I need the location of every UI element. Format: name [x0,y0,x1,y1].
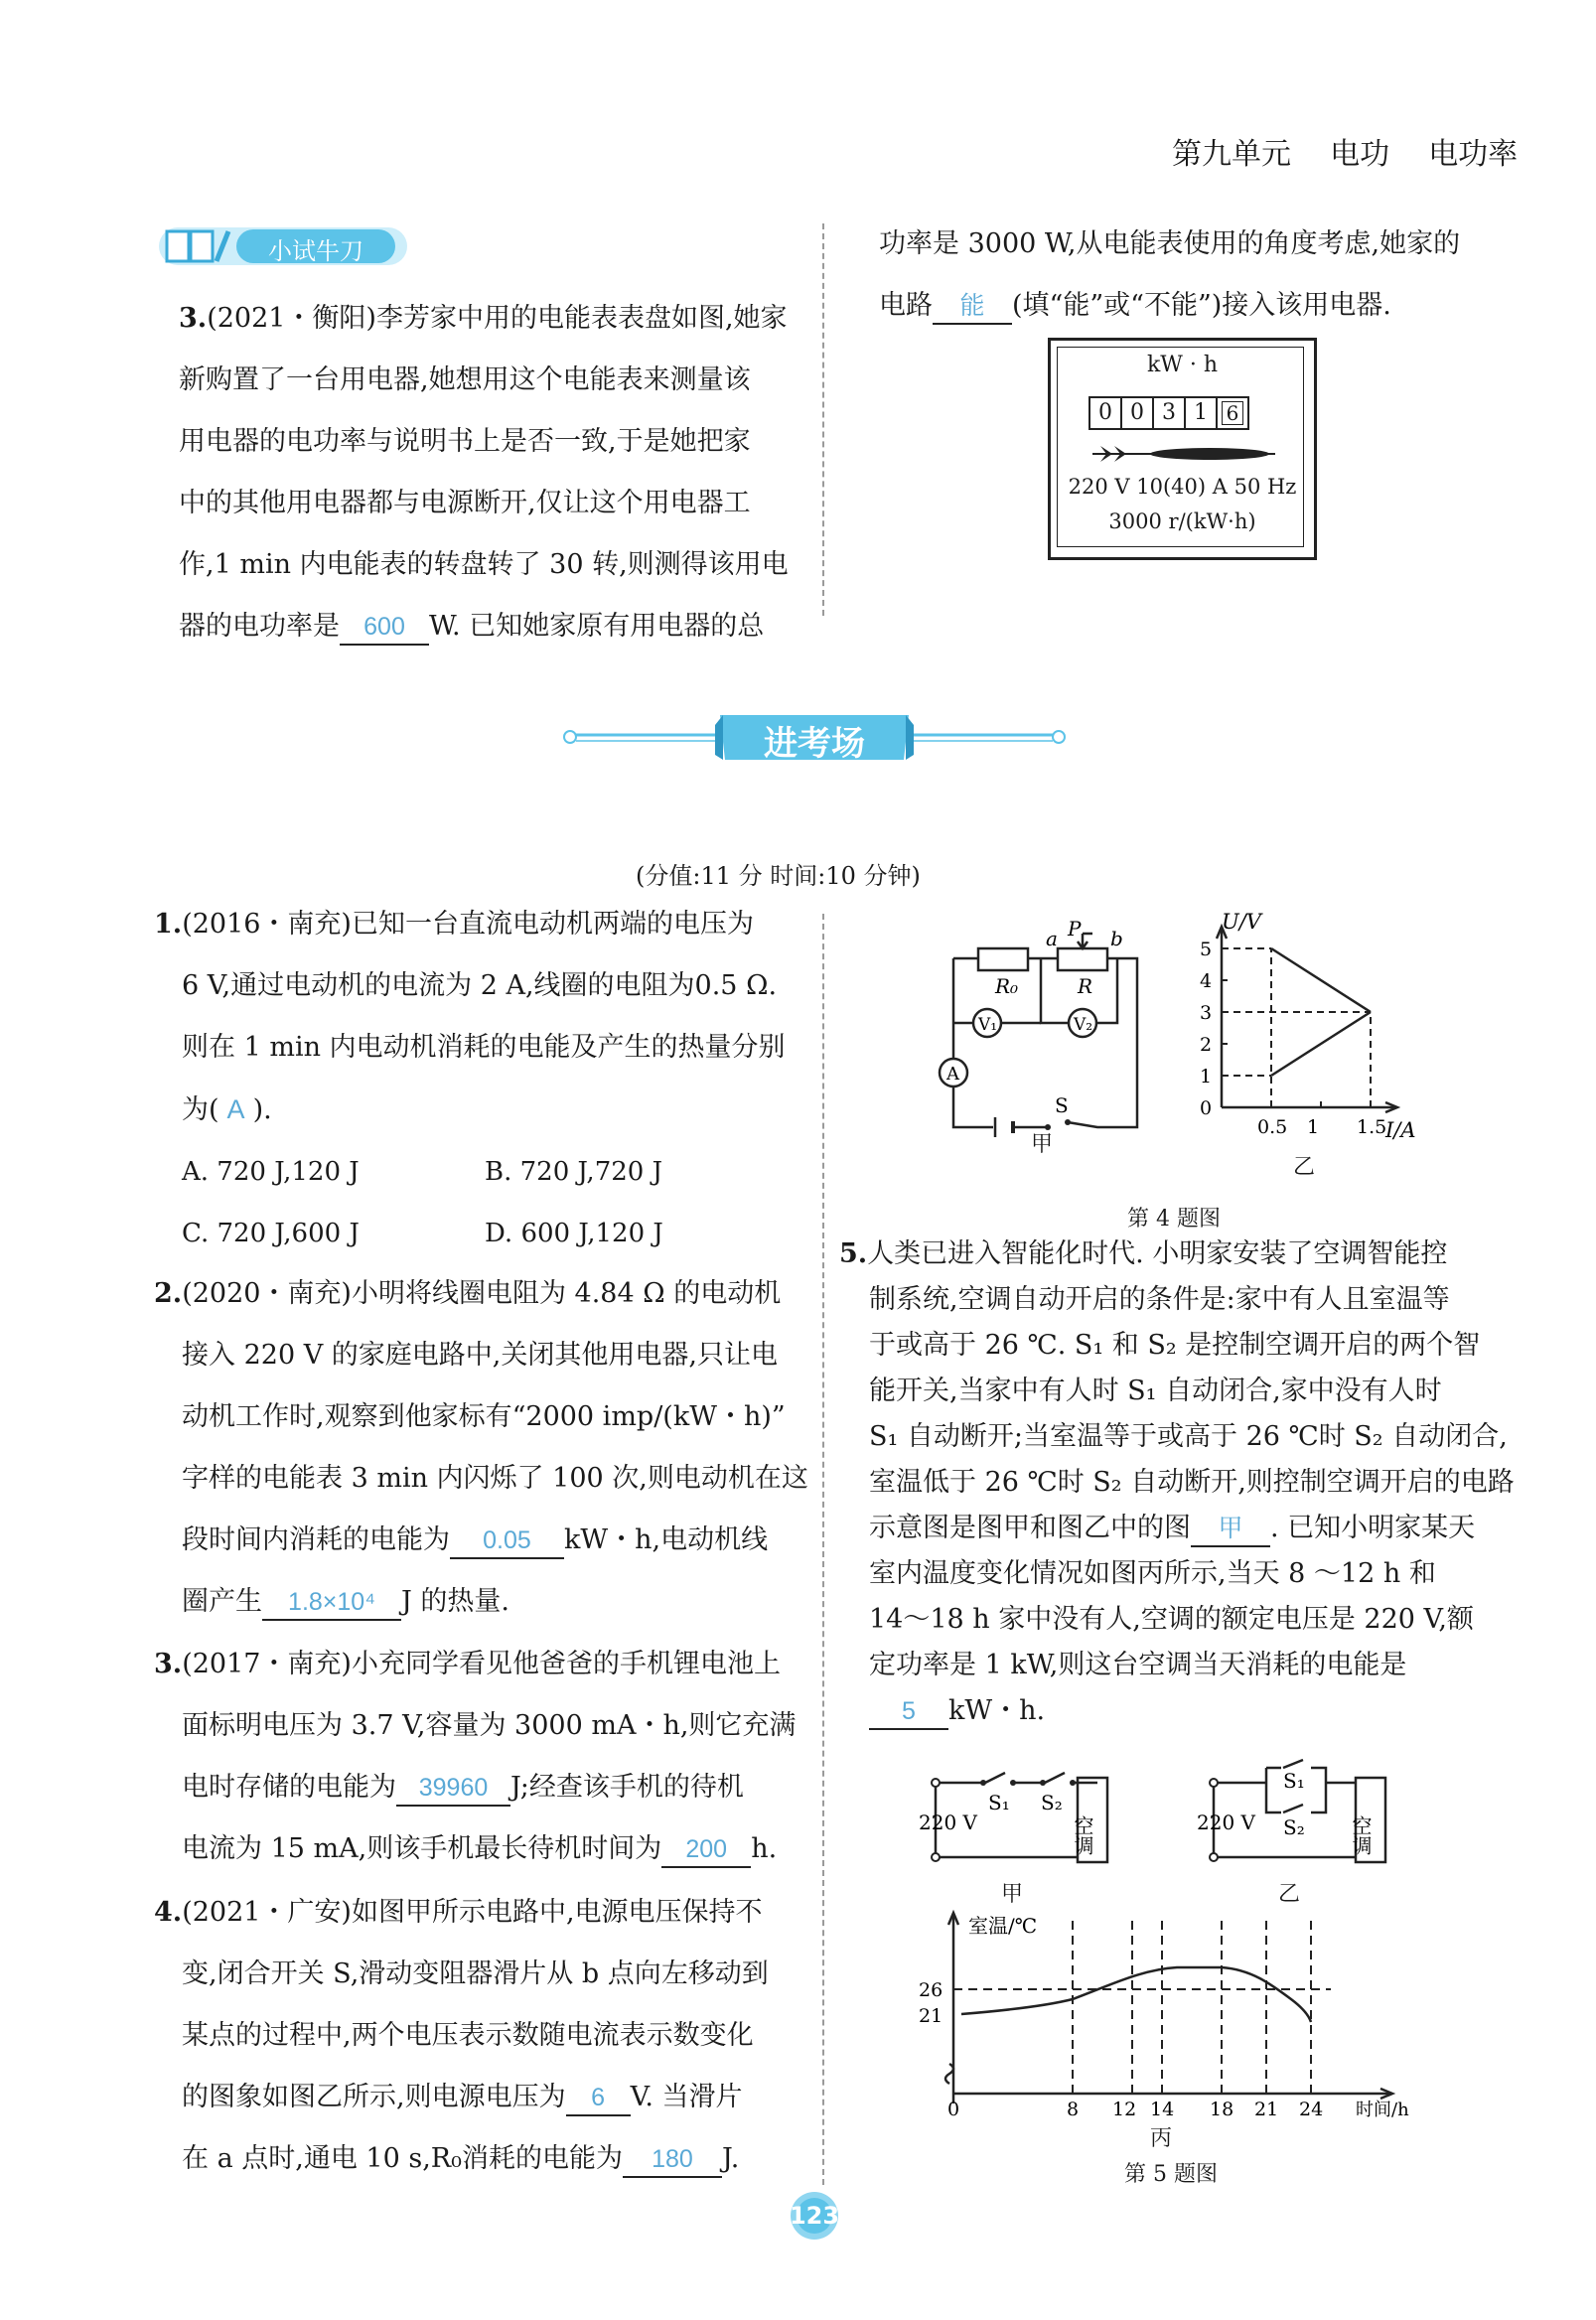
q4-number: 4. [154,1897,183,1928]
q1-line1: (2016・南充)已知一台直流电动机两端的电压为 [182,909,754,940]
q2-line6-pre: 圈产生 [182,1586,262,1617]
fig4-circuit-label: 甲 [1031,1132,1054,1157]
q4-line5-post: J. [721,2143,740,2174]
q4-line2: 变,闭合开关 S,滑动变阻器滑片从 b 点向左移动到 [182,1958,769,1989]
practice-q3-line6-pre: 器的电功率是 [179,611,340,642]
q5-line9: 14～18 h 家中没有人,空调的额定电压是 220 V,额 [869,1604,1474,1635]
q2-line5-post: kW・h,电动机线 [564,1524,769,1555]
fig4-r: R [1078,974,1093,998]
q2-answer1: 0.05 [450,1523,564,1559]
meter-disc-arrow-icon [1090,442,1279,466]
question-2 [154,1263,808,1633]
fig5-jia-label: 甲 [1001,1882,1024,1907]
practice-q3-number: 3. [179,303,208,334]
practice-q3-line4: 中的其他用电器都与电源断开,仅让这个用电器工 [179,488,751,518]
column-divider-top [822,223,824,616]
fig4-y-tick-label: 3 [1200,1002,1213,1024]
q3-line4-post: h. [751,1833,778,1864]
q1-line2: 6 V,通过电动机的电流为 2 A,线圈的电阻为0.5 Ω. [182,970,778,1001]
exam-info: (分值:11 分 时间:10 分钟) [636,862,921,890]
q5-line8: 室内温度变化情况如图丙所示,当天 8 ～12 h 和 [869,1558,1436,1589]
q3-line2: 面标明电压为 3.7 V,容量为 3000 mA・h,则它充满 [182,1710,797,1741]
fig5-yi-s1: S₁ [1283,1769,1305,1793]
practice-q3-r-line1: 功率是 3000 W,从电能表使用的角度考虑,她家的 [879,228,1461,259]
fig4-graph [1182,909,1440,1147]
q2-line2: 接入 220 V 的家庭电路中,关闭其他用电器,只让电 [182,1340,778,1371]
fig5-yi-label: 乙 [1278,1882,1301,1907]
meter-digit: 3 [1154,396,1186,430]
q5-number: 5. [839,1238,868,1269]
fig5-circuit-yi [1192,1758,1410,1877]
fig5-time-tick: 0 [947,2099,960,2118]
fig5-time-tick: 24 [1299,2099,1324,2118]
fig5-jia-s2: S₂ [1041,1791,1063,1814]
q2-number: 2. [154,1278,183,1309]
practice-q3-answer1: 600 [340,610,429,646]
meter-digit: 0 [1122,396,1154,430]
fig4-v2: V₂ [1074,1015,1093,1035]
q2-line3: 动机工作时,观察到他家标有“2000 imp/(kW・h)” [182,1401,786,1432]
q1-answer-post: ). [252,1094,272,1125]
fig4-y-tick-label: 2 [1200,1034,1213,1056]
practice-banner [159,223,407,269]
q2-answer2: 1.8×10⁴ [262,1585,401,1621]
fig5-yi-voltage: 220 V [1197,1811,1255,1834]
exam-banner [556,700,1073,770]
q5-line4: 能开关,当家中有人时 S₁ 自动闭合,家中没有人时 [869,1376,1442,1406]
page-header [1172,129,1518,173]
fig5-temp-tick-21: 21 [919,2005,943,2027]
fig5-time-tick: 8 [1067,2099,1080,2118]
q4-answer1: 6 [566,2081,631,2116]
q5-line11-post: kW・h. [948,1695,1046,1726]
fig5-temp-axis: 室温/℃ [968,1914,1038,1938]
page-number-badge [785,2190,844,2242]
q4-line3: 某点的过程中,两个电压表示数随电流表示数变化 [182,2020,754,2051]
meter-digit: 0 [1088,396,1122,430]
question-4 [154,1882,769,2190]
q3-line1: (2017・南充)小充同学看见他爸爸的手机锂电池上 [182,1649,781,1679]
q5-line3: 于或高于 26 ℃. S₁ 和 S₂ 是控制空调开启的两个智 [869,1330,1481,1361]
practice-q3-line3: 用电器的电功率与说明书上是否一致,于是她把家 [179,426,751,457]
fig5-circuit-jia [914,1758,1132,1877]
fig4-b: b [1110,927,1123,950]
q3-line3-post: J;经查该手机的待机 [510,1772,744,1803]
fig5-time-tick: 14 [1150,2099,1175,2118]
fig4-y-tick-label: 1 [1200,1066,1213,1088]
exam-banner-label: 进考场 [764,724,865,764]
q3-line3-pre: 电时存储的电能为 [182,1772,396,1803]
fig4-circuit [934,914,1162,1152]
question-3 [154,1634,796,1880]
fig4-caption: 第 4 题图 [1127,1207,1221,1232]
q1-option-a: A. 720 J,120 J [182,1157,360,1187]
fig4-y-tick-label: 4 [1200,970,1213,992]
fig4-switch: S [1055,1093,1069,1117]
q5-line7-pre: 示意图是图甲和图乙中的图 [869,1513,1191,1543]
meter-digit: 6 [1222,401,1243,425]
q1-option-b: B. 720 J,720 J [485,1157,663,1187]
q5-line6: 室温低于 26 ℃时 S₂ 自动断开,则控制空调开启的电路 [869,1467,1515,1498]
fig5-time-tick: 18 [1210,2099,1234,2118]
practice-banner-label: 小试牛刀 [268,237,363,265]
practice-q3-r-line2-post: (填“能”或“不能”)接入该用电器. [1012,290,1391,321]
topic-title-2: 电功率 [1428,137,1519,172]
fig4-v1: V₁ [978,1015,998,1035]
q1-option-c: C. 720 J,600 J [182,1219,360,1248]
q3-answer1: 39960 [396,1771,510,1807]
fig4-series-line-v1 [1271,1012,1371,1076]
fig5-time-axis: 时间/h [1356,2100,1409,2118]
practice-q3-answer2: 能 [933,289,1012,325]
fig5-yi-s2: S₂ [1283,1815,1305,1839]
q4-line4-post: V. 当滑片 [630,2082,743,2112]
q1-option-d: D. 600 J,120 J [485,1219,663,1248]
practice-q3-line2: 新购置了一台用电器,她想用这个电能表来测量该 [179,364,751,395]
topic-title-1: 电功 [1330,137,1390,172]
meter-spec-1: 220 V 10(40) A 50 Hz [1068,475,1297,499]
meter-digit-last [1218,396,1249,430]
fig4-graph-label: 乙 [1293,1155,1316,1180]
electric-meter [1048,338,1317,560]
q5-answer1: 甲 [1191,1512,1270,1547]
q1-number: 1. [154,909,183,940]
fig4-p: P [1068,917,1082,941]
question-1 [154,894,786,1264]
practice-q3-line1: (2021・衡阳)李芳家中用的电能表表盘如图,她家 [207,303,788,334]
fig4-ammeter: A [946,1064,959,1085]
q5-line7-post: . 已知小明家某天 [1270,1513,1476,1543]
q2-line1: (2020・南充)小明将线圈电阻为 4.84 Ω 的电动机 [182,1278,782,1309]
q4-line4-pre: 的图象如图乙所示,则电源电压为 [182,2082,566,2112]
fig4-x-tick-label: 1 [1307,1116,1320,1138]
q5-line1: 人类已进入智能化时代. 小明家安装了空调智能控 [867,1238,1448,1269]
practice-q3-line6-post: W. 已知她家原有用电器的总 [429,611,765,642]
fig5-temp-tick-26: 26 [919,1979,943,2001]
fig5-bing-label: 丙 [1150,2126,1173,2151]
fig4-series-line-v2 [1271,948,1371,1012]
question-5 [839,1232,1515,1734]
meter-digit: 1 [1186,396,1218,430]
practice-q3-line5: 作,1 min 内电能表的转盘转了 30 转,则测得该用电 [179,549,789,580]
fig4-y-tick-label: 5 [1200,939,1213,960]
fig4-x-tick-label: 1.5 [1357,1116,1387,1138]
q2-line6-post: J 的热量. [401,1586,509,1617]
q1-line3: 则在 1 min 内电动机消耗的电能及产生的热量分别 [182,1032,786,1063]
page-number: 123 [789,2202,840,2230]
meter-spec-2: 3000 r/(kW·h) [1108,509,1256,533]
q1-answer-pre: 为( [182,1094,219,1125]
q3-line4-pre: 电流为 15 mA,则该手机最长待机时间为 [182,1833,662,1864]
fig4-y-tick-label: 0 [1200,1097,1213,1119]
fig5-yi-ac: 空调 [1349,1815,1373,1855]
meter-unit: kW · h [1146,353,1219,377]
q2-line5-pre: 段时间内消耗的电能为 [182,1524,450,1555]
q4-line1: (2021・广安)如图甲所示电路中,电源电压保持不 [182,1897,763,1928]
practice-q3 [179,288,789,657]
fig5-jia-ac: 空调 [1071,1815,1094,1855]
q5-line10: 定功率是 1 kW,则这台空调当天消耗的电能是 [869,1650,1407,1680]
fig5-jia-s1: S₁ [988,1791,1010,1814]
q5-line5: S₁ 自动断开;当室温等于或高于 26 ℃时 S₂ 自动闭合, [869,1421,1508,1452]
fig4-x-tick-label: 0.5 [1257,1116,1288,1138]
q4-line5-pre: 在 a 点时,通电 10 s,R₀消耗的电能为 [182,2143,623,2174]
practice-q3-r-line2-pre: 电路 [879,290,933,321]
column-divider-bottom [822,914,824,2185]
q3-answer2: 200 [661,1832,751,1868]
q1-answer: A [226,1094,245,1124]
fig4-r0: R₀ [995,974,1019,998]
practice-q3-continued [879,214,1460,337]
q2-line4: 字样的电能表 3 min 内闪烁了 100 次,则电动机在这 [182,1463,808,1494]
q5-answer2: 5 [869,1694,948,1730]
fig5-temp-graph [914,1905,1450,2118]
unit-title: 第九单元 [1172,137,1291,172]
fig4-a: a [1046,927,1058,950]
fig4-x-axis-label: I/A [1385,1118,1416,1142]
fig4-y-axis-label: U/V [1222,910,1261,934]
fig5-time-tick: 12 [1112,2099,1137,2118]
meter-digits [1088,396,1249,430]
q5-line2: 制系统,空调自动开启的条件是:家中有人且室温等 [869,1284,1450,1315]
fig5-time-tick: 21 [1254,2099,1279,2118]
fig5-jia-voltage: 220 V [919,1811,977,1834]
fig5-caption: 第 5 题图 [1124,2162,1218,2187]
q3-number: 3. [154,1649,183,1679]
q4-answer2: 180 [623,2142,722,2178]
